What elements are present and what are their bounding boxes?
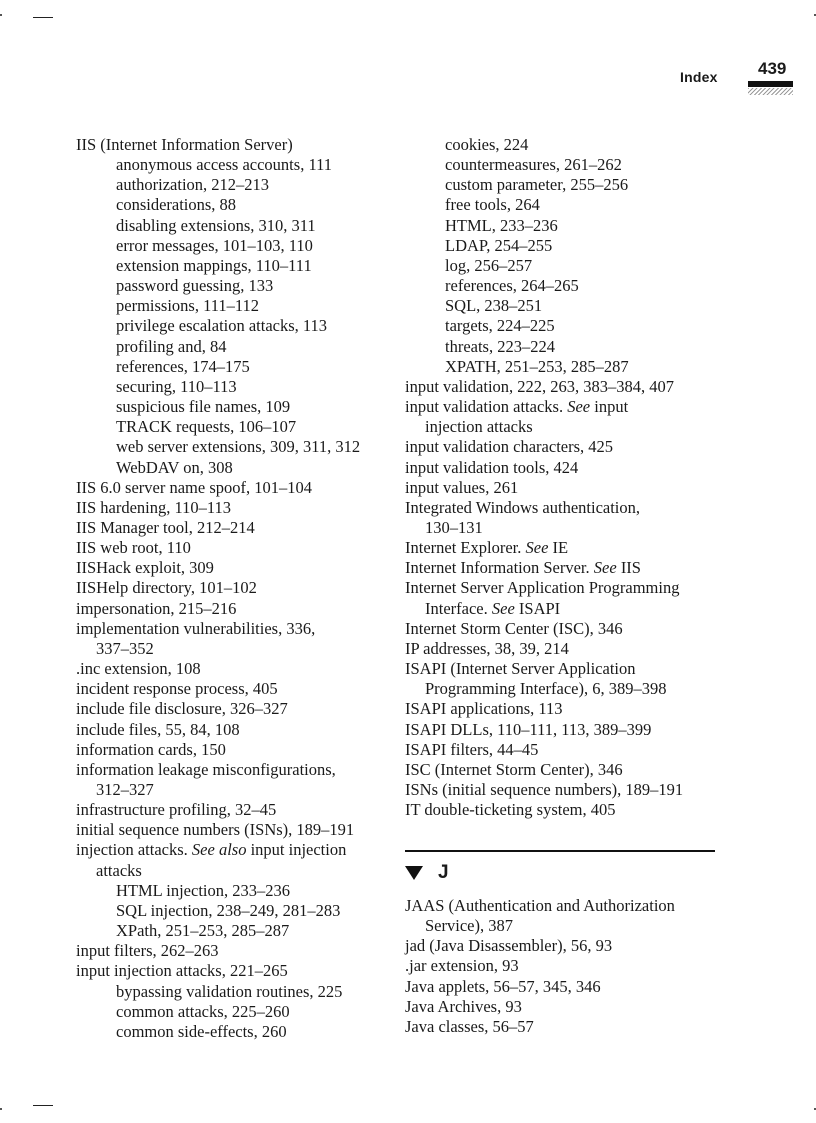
index-entry xyxy=(76,659,386,679)
entry-text: incident response process, 405 xyxy=(76,679,278,699)
index-subentry xyxy=(405,236,725,256)
entry-text: ISAPI (Internet Server Application xyxy=(405,659,636,679)
entry-text: input filters, 262–263 xyxy=(76,941,219,961)
index-entry xyxy=(405,800,725,820)
index-entry xyxy=(76,941,386,961)
index-subentry xyxy=(76,417,386,437)
index-entry-continuation xyxy=(405,916,725,936)
entry-text: JAAS (Authentication and Authorization xyxy=(405,896,675,915)
index-entry xyxy=(405,619,725,639)
index-subentry xyxy=(405,216,725,236)
index-column-right xyxy=(405,135,725,820)
index-entry xyxy=(76,800,386,820)
entry-text: LDAP, 254–255 xyxy=(445,235,553,255)
entry-text: HTML injection, 233–236 xyxy=(116,880,290,900)
index-entry xyxy=(405,780,725,800)
entry-text: IISHelp directory, 101–102 xyxy=(76,578,257,598)
entry-text: considerations, 88 xyxy=(116,195,237,215)
entry-text: Java applets, 56–57, 345, 346 xyxy=(405,976,601,996)
entry-text: web server extensions, 309, 311, 312 xyxy=(116,437,361,457)
index-entry xyxy=(76,840,386,860)
index-column-left xyxy=(76,135,386,1042)
entry-text: Java classes, 56–57 xyxy=(405,1016,534,1036)
index-entry xyxy=(76,961,386,981)
section-letter: J xyxy=(438,862,449,883)
see-reference: See xyxy=(491,598,515,618)
index-subentry xyxy=(405,337,725,357)
index-entry xyxy=(405,997,725,1017)
entry-text: privilege escalation attacks, 113 xyxy=(116,316,328,336)
entry-text: input validation tools, 424 xyxy=(405,457,579,477)
index-entry xyxy=(405,740,725,760)
entry-text: extension mappings, 110–111 xyxy=(116,255,312,275)
entry-text: Service), 387 xyxy=(425,916,513,936)
entry-text: attacks xyxy=(96,860,142,880)
entry-text: include file disclosure, 326–327 xyxy=(76,699,288,719)
entry-text: implementation vulnerabilities, 336, xyxy=(76,618,316,638)
entry-text: permissions, 111–112 xyxy=(116,296,259,316)
index-entry xyxy=(405,760,725,780)
entry-text: 337–352 xyxy=(96,638,154,658)
entry-text: IIS Manager tool, 212–214 xyxy=(76,517,255,537)
index-entry xyxy=(405,699,725,719)
index-entry xyxy=(76,820,386,840)
index-subentry xyxy=(405,135,725,155)
crop-mark-top-left xyxy=(33,17,53,18)
index-entry xyxy=(405,659,725,679)
index-subentry xyxy=(76,236,386,256)
index-entry xyxy=(405,397,725,417)
see-reference: See xyxy=(525,538,549,558)
entry-text: Internet Storm Center (ISC), 346 xyxy=(405,618,623,638)
index-entry-continuation xyxy=(76,861,386,881)
entry-text: suspicious file names, 109 xyxy=(116,397,291,417)
entry-text: bypassing validation routines, 225 xyxy=(116,981,343,1001)
index-subentry xyxy=(405,175,725,195)
index-subentry xyxy=(405,357,725,377)
index-entry xyxy=(76,518,386,538)
entry-text: profiling and, 84 xyxy=(116,336,227,356)
entry-text: input values, 261 xyxy=(405,477,519,497)
entry-text: targets, 224–225 xyxy=(445,316,555,336)
page-number-rule xyxy=(748,81,793,87)
entry-text: WebDAV on, 308 xyxy=(116,457,233,477)
entry-text: IIS hardening, 110–113 xyxy=(76,497,232,517)
entry-text: XPATH, 251–253, 285–287 xyxy=(445,356,629,376)
index-subentry xyxy=(76,437,386,457)
see-reference: See xyxy=(593,558,617,578)
entry-text: include files, 55, 84, 108 xyxy=(76,719,240,739)
index-subentry xyxy=(76,1002,386,1022)
see-target: input xyxy=(590,397,629,417)
index-subentry xyxy=(76,901,386,921)
index-entry xyxy=(76,498,386,518)
entry-text: error messages, 101–103, 110 xyxy=(116,235,313,255)
index-subentry xyxy=(76,296,386,316)
entry-text: 312–327 xyxy=(96,780,154,799)
entry-text: authorization, 212–213 xyxy=(116,175,270,195)
entry-text: threats, 223–224 xyxy=(445,336,555,356)
entry-text: ISC (Internet Storm Center), 346 xyxy=(405,759,623,779)
entry-text: Java Archives, 93 xyxy=(405,996,522,1016)
entry-text: references, 174–175 xyxy=(116,356,250,376)
index-subentry xyxy=(76,337,386,357)
index-subentry xyxy=(76,216,386,236)
entry-text: ISAPI applications, 113 xyxy=(405,699,563,719)
entry-text: Programming Interface), 6, 389–398 xyxy=(425,679,667,699)
crop-dot-top-left xyxy=(0,14,2,16)
entry-text: log, 256–257 xyxy=(445,255,533,275)
entry-text: Internet Server Application Programming xyxy=(405,578,680,598)
index-entry xyxy=(76,135,386,155)
triangle-down-icon xyxy=(405,866,423,880)
index-entry xyxy=(405,977,725,997)
index-subentry xyxy=(405,195,725,215)
see-target: IIS xyxy=(616,558,641,578)
entry-text: .inc extension, 108 xyxy=(76,659,201,679)
index-entry-continuation xyxy=(405,518,725,538)
index-section-j-entries xyxy=(405,896,725,1037)
running-header: Index xyxy=(680,69,718,85)
index-subentry xyxy=(76,377,386,397)
entry-text: IISHack exploit, 309 xyxy=(76,558,214,578)
index-entry xyxy=(76,699,386,719)
entry-text: ISAPI DLLs, 110–111, 113, 389–399 xyxy=(405,719,652,739)
index-entry-continuation xyxy=(405,599,725,619)
section-heading xyxy=(405,861,449,885)
index-entry xyxy=(405,1017,725,1037)
entry-text: SQL injection, 238–249, 281–283 xyxy=(116,900,341,920)
entry-text: ISNs (initial sequence numbers), 189–191 xyxy=(405,780,684,799)
index-entry xyxy=(405,936,725,956)
index-subentry xyxy=(76,397,386,417)
see-target: input injection xyxy=(246,840,347,860)
entry-text: infrastructure profiling, 32–45 xyxy=(76,800,277,820)
entry-text: injection attacks xyxy=(425,417,533,437)
index-entry xyxy=(405,956,725,976)
entry-text: IP addresses, 38, 39, 214 xyxy=(405,638,569,658)
index-entry xyxy=(76,538,386,558)
index-entry xyxy=(405,639,725,659)
index-subentry xyxy=(76,316,386,336)
entry-text: ISAPI filters, 44–45 xyxy=(405,739,539,759)
index-entry xyxy=(405,478,725,498)
index-entry xyxy=(76,679,386,699)
entry-text: references, 264–265 xyxy=(445,276,579,296)
entry-text: TRACK requests, 106–107 xyxy=(116,417,297,437)
index-entry xyxy=(405,437,725,457)
index-subentry xyxy=(405,296,725,316)
index-subentry xyxy=(76,458,386,478)
index-entry xyxy=(76,578,386,598)
index-subentry xyxy=(76,1022,386,1042)
entry-text: Integrated Windows authentication, xyxy=(405,497,641,517)
index-entry xyxy=(76,558,386,578)
entry-text: input validation, 222, 263, 383–384, 407 xyxy=(405,376,675,396)
entry-text: IIS (Internet Information Server) xyxy=(76,135,293,154)
index-subentry xyxy=(405,316,725,336)
entry-text: countermeasures, 261–262 xyxy=(445,155,622,175)
index-subentry xyxy=(76,276,386,296)
index-subentry xyxy=(405,276,725,296)
index-subentry xyxy=(76,175,386,195)
section-divider xyxy=(405,850,715,852)
index-subentry xyxy=(405,155,725,175)
index-entry xyxy=(405,578,725,598)
index-entry xyxy=(76,720,386,740)
entry-text: Interface. xyxy=(425,598,492,618)
entry-text: input validation characters, 425 xyxy=(405,437,614,457)
index-subentry xyxy=(76,256,386,276)
index-subentry xyxy=(76,982,386,1002)
see-target: ISAPI xyxy=(514,598,561,618)
see-reference: See xyxy=(567,397,591,417)
entry-text: jad (Java Disassembler), 56, 93 xyxy=(405,936,613,956)
entry-text: 130–131 xyxy=(425,517,483,537)
entry-text: password guessing, 133 xyxy=(116,276,274,296)
index-entry xyxy=(405,498,725,518)
index-entry xyxy=(76,619,386,639)
index-entry xyxy=(76,599,386,619)
index-entry xyxy=(405,538,725,558)
entry-text: free tools, 264 xyxy=(445,195,540,215)
index-subentry xyxy=(76,357,386,377)
entry-text: input injection attacks, 221–265 xyxy=(76,961,288,981)
index-entry xyxy=(405,896,725,916)
entry-text: common attacks, 225–260 xyxy=(116,1001,290,1021)
entry-text: securing, 110–113 xyxy=(116,376,237,396)
entry-text: IIS 6.0 server name spoof, 101–104 xyxy=(76,477,312,497)
entry-text: custom parameter, 255–256 xyxy=(445,175,629,195)
see-target: IE xyxy=(548,538,569,558)
crop-mark-bottom-left xyxy=(33,1105,53,1106)
index-entry xyxy=(405,558,725,578)
entry-text: information cards, 150 xyxy=(76,739,226,759)
entry-text: injection attacks. xyxy=(76,840,192,860)
index-subentry xyxy=(405,256,725,276)
index-entry xyxy=(76,740,386,760)
entry-text: XPath, 251–253, 285–287 xyxy=(116,921,290,941)
entry-text: IT double-ticketing system, 405 xyxy=(405,800,616,820)
entry-text: common side-effects, 260 xyxy=(116,1021,287,1041)
entry-text: impersonation, 215–216 xyxy=(76,598,237,618)
index-entry xyxy=(405,458,725,478)
entry-text: Internet Information Server. xyxy=(405,558,594,578)
index-entry xyxy=(76,478,386,498)
entry-text: Internet Explorer. xyxy=(405,538,526,558)
index-entry-continuation xyxy=(405,417,725,437)
page-number: 439 xyxy=(758,59,787,78)
entry-text: .jar extension, 93 xyxy=(405,956,519,976)
page-number-texture xyxy=(748,88,793,95)
crop-dot-bottom-left xyxy=(0,1108,2,1110)
entry-text: input validation attacks. xyxy=(405,397,568,417)
index-subentry xyxy=(76,155,386,175)
see-reference: See also xyxy=(191,840,247,860)
entry-text: anonymous access accounts, 111 xyxy=(116,155,332,175)
index-entry xyxy=(405,720,725,740)
entry-text: disabling extensions, 310, 311 xyxy=(116,215,316,235)
entry-text: cookies, 224 xyxy=(445,135,529,154)
index-entry xyxy=(405,377,725,397)
entry-text: information leakage misconfigurations, xyxy=(76,759,336,779)
index-entry-continuation xyxy=(405,679,725,699)
index-entry-continuation xyxy=(76,780,386,800)
index-subentry xyxy=(76,921,386,941)
index-entry-continuation xyxy=(76,639,386,659)
index-subentry xyxy=(76,195,386,215)
index-subentry xyxy=(76,881,386,901)
entry-text: initial sequence numbers (ISNs), 189–191 xyxy=(76,820,355,840)
index-entry xyxy=(76,760,386,780)
entry-text: HTML, 233–236 xyxy=(445,215,558,235)
entry-text: SQL, 238–251 xyxy=(445,296,543,316)
entry-text: IIS web root, 110 xyxy=(76,538,191,558)
